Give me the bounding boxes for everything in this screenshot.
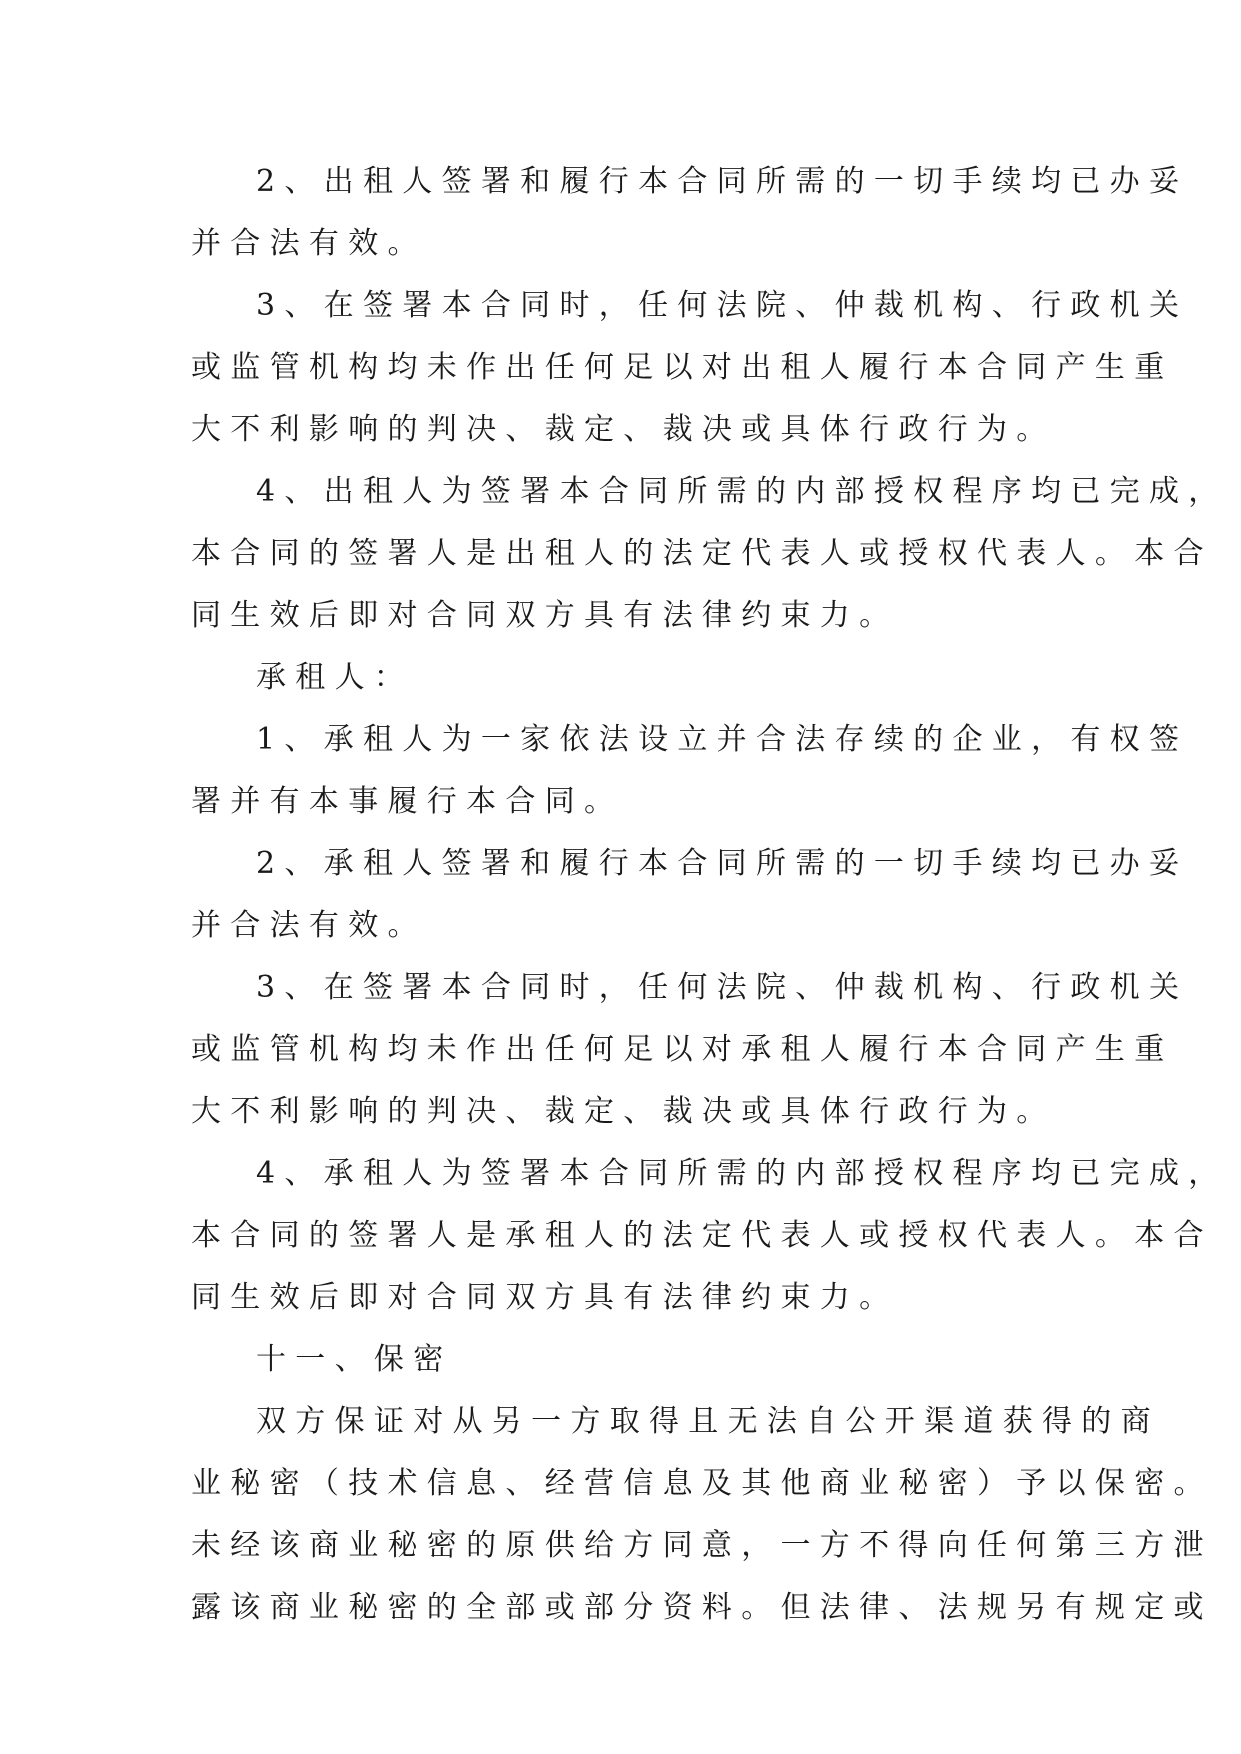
text-line: 未经该商业秘密的原供给方同意，一方不得向任何第三方泄 — [191, 1528, 1213, 1563]
text-line: 本合同的签署人是承租人的法定代表人或授权代表人。本合 — [191, 1218, 1213, 1253]
text-line: 业秘密（技术信息、经营信息及其他商业秘密）予以保密。 — [191, 1466, 1213, 1501]
section-heading: 十一、保密 — [256, 1342, 453, 1377]
text-line: 或监管机构均未作出任何足以对承租人履行本合同产生重 — [191, 1032, 1174, 1067]
text-line: 大不利影响的判决、裁定、裁决或具体行政行为。 — [191, 412, 1056, 447]
text-line: 并合法有效。 — [191, 226, 427, 261]
text-line: 双方保证对从另一方取得且无法自公开渠道获得的商 — [256, 1404, 1160, 1439]
text-line: 4、出租人为签署本合同所需的内部授权程序均已完成， — [256, 474, 1228, 509]
text-line: 本合同的签署人是出租人的法定代表人或授权代表人。本合 — [191, 536, 1213, 571]
text-line: 并合法有效。 — [191, 908, 427, 943]
text-line: 2、承租人签署和履行本合同所需的一切手续均已办妥 — [256, 846, 1189, 881]
text-line: 4、承租人为签署本合同所需的内部授权程序均已完成， — [256, 1156, 1228, 1191]
text-line: 同生效后即对合同双方具有法律约束力。 — [191, 1280, 899, 1315]
text-line: 3、在签署本合同时，任何法院、仲裁机构、行政机关 — [256, 288, 1189, 323]
text-line: 2、出租人签署和履行本合同所需的一切手续均已办妥 — [256, 164, 1189, 199]
text-line: 或监管机构均未作出任何足以对出租人履行本合同产生重 — [191, 350, 1174, 385]
text-line: 大不利影响的判决、裁定、裁决或具体行政行为。 — [191, 1094, 1056, 1129]
section-heading: 承租人： — [256, 660, 414, 695]
text-line: 露该商业秘密的全部或部分资料。但法律、法规另有规定或 — [191, 1590, 1213, 1625]
text-line: 3、在签署本合同时，任何法院、仲裁机构、行政机关 — [256, 970, 1189, 1005]
text-line: 1、承租人为一家依法设立并合法存续的企业，有权签 — [256, 722, 1189, 757]
text-line: 同生效后即对合同双方具有法律约束力。 — [191, 598, 899, 633]
text-line: 署并有本事履行本合同。 — [191, 784, 624, 819]
